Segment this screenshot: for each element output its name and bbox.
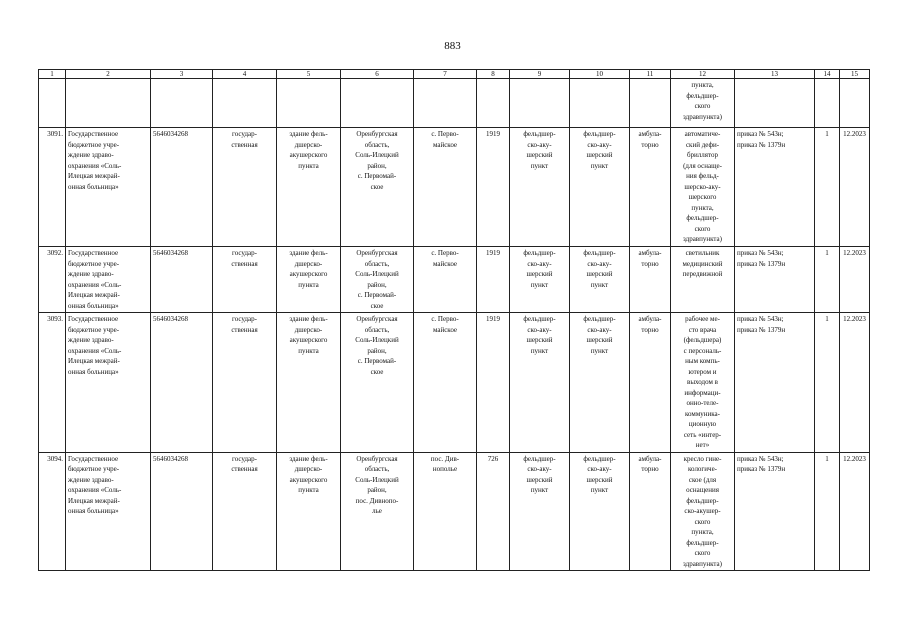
- ownership-cell: государ- ственная: [213, 452, 277, 571]
- address-cell: Оренбургская область, Соль-Илецкий район, с. Первомай- ское: [341, 247, 414, 313]
- equipment-cell: рабочее ме- сто врача (фельдшера) с персональ- ным компь- ютером и выходом в информаци- онно-теле- коммуника- ционную сеть «интер- нет»: [671, 313, 735, 453]
- quantity-cell: 1: [815, 452, 840, 571]
- locality-cell: с. Перво- майское: [414, 247, 477, 313]
- continuation-cell: [39, 79, 66, 128]
- continuation-cell: [213, 79, 277, 128]
- care-type-cell: амбула- торно: [630, 128, 671, 247]
- continuation-cell: [630, 79, 671, 128]
- inn-cell: 5646034268: [151, 452, 213, 571]
- equipment-cell: автоматиче- ский дефи- бриллятор (для оснаще- ния фельд- шерско-аку- шерского пункта, фельдшер- ского здравпункта): [671, 128, 735, 247]
- quantity-cell: 1: [815, 247, 840, 313]
- table-row: [39, 313, 870, 453]
- year-cell: 1919: [477, 128, 510, 247]
- ownership-cell: государ- ственная: [213, 313, 277, 453]
- document-table: [38, 69, 870, 571]
- column-number-cell: 15: [840, 70, 870, 79]
- address-cell: Оренбургская область, Соль-Илецкий район, с. Первомай- ское: [341, 128, 414, 247]
- quantity-cell: 1: [815, 128, 840, 247]
- order-cell: приказ № 543н; приказ № 1379н: [735, 128, 815, 247]
- column-number-cell: 11: [630, 70, 671, 79]
- table-row: [39, 128, 870, 247]
- locality-cell: пос. Див- нополье: [414, 452, 477, 571]
- page-number: 883: [444, 40, 461, 52]
- order-cell: приказ № 543н; приказ № 1379н: [735, 313, 815, 453]
- column-number-cell: 7: [414, 70, 477, 79]
- column-number-cell: 6: [341, 70, 414, 79]
- care-type-cell: амбула- торно: [630, 452, 671, 571]
- continuation-cell: [570, 79, 630, 128]
- date-cell: 12.2023: [840, 247, 870, 313]
- continuation-cell: [735, 79, 815, 128]
- table-row: [39, 452, 870, 571]
- column-number-cell: 2: [66, 70, 151, 79]
- care-type-cell: амбула- торно: [630, 313, 671, 453]
- continuation-cell: пункта, фельдшер- ского здравпункта): [671, 79, 735, 128]
- care-type-cell: амбула- торно: [630, 247, 671, 313]
- column-number-cell: 5: [277, 70, 341, 79]
- date-cell: 12.2023: [840, 128, 870, 247]
- continuation-cell: [840, 79, 870, 128]
- unit-type-cell: фельдшер- ско-аку- шерский пункт: [570, 128, 630, 247]
- inn-cell: 5646034268: [151, 313, 213, 453]
- continuation-cell: [151, 79, 213, 128]
- continuation-cell: [341, 79, 414, 128]
- year-cell: 1919: [477, 247, 510, 313]
- ownership-cell: государ- ственная: [213, 128, 277, 247]
- year-cell: 1919: [477, 313, 510, 453]
- unit-type-cell: фельдшер- ско-аку- шерский пункт: [510, 452, 570, 571]
- row-number-cell: 3093.: [39, 313, 66, 453]
- column-number-cell: 14: [815, 70, 840, 79]
- unit-type-cell: фельдшер- ско-аку- шерский пункт: [510, 313, 570, 453]
- column-number-cell: 13: [735, 70, 815, 79]
- organization-cell: Государственное бюджетное учре- ждение здраво- охранения «Соль- Илецкая межрай- онная больница»: [66, 128, 151, 247]
- unit-type-cell: фельдшер- ско-аку- шерский пункт: [570, 247, 630, 313]
- order-cell: приказ № 543н; приказ № 1379н: [735, 247, 815, 313]
- inn-cell: 5646034268: [151, 247, 213, 313]
- column-number-row: [39, 70, 870, 79]
- building-cell: здание фель- дшерско- акушерского пункта: [277, 313, 341, 453]
- equipment-cell: светильник медицинский передвижной: [671, 247, 735, 313]
- unit-type-cell: фельдшер- ско-аку- шерский пункт: [510, 128, 570, 247]
- organization-cell: Государственное бюджетное учре- ждение здраво- охранения «Соль- Илецкая межрай- онная больница»: [66, 452, 151, 571]
- continuation-cell: [277, 79, 341, 128]
- column-number-cell: 8: [477, 70, 510, 79]
- address-cell: Оренбургская область, Соль-Илецкий район, с. Первомай- ское: [341, 313, 414, 453]
- continuation-cell: [477, 79, 510, 128]
- building-cell: здание фель- дшерско- акушерского пункта: [277, 247, 341, 313]
- organization-cell: Государственное бюджетное учре- ждение здраво- охранения «Соль- Илецкая межрай- онная больница»: [66, 313, 151, 453]
- quantity-cell: 1: [815, 313, 840, 453]
- organization-cell: Государственное бюджетное учре- ждение здраво- охранения «Соль- Илецкая межрай- онная больница»: [66, 247, 151, 313]
- column-number-cell: 4: [213, 70, 277, 79]
- address-cell: Оренбургская область, Соль-Илецкий район, пос. Дивнопо- лье: [341, 452, 414, 571]
- column-number-cell: 12: [671, 70, 735, 79]
- row-number-cell: 3092.: [39, 247, 66, 313]
- unit-type-cell: фельдшер- ско-аку- шерский пункт: [570, 313, 630, 453]
- table-body: [39, 79, 870, 571]
- ownership-cell: государ- ственная: [213, 247, 277, 313]
- row-number-cell: 3091.: [39, 128, 66, 247]
- locality-cell: с. Перво- майское: [414, 128, 477, 247]
- continuation-cell: [414, 79, 477, 128]
- building-cell: здание фель- дшерско- акушерского пункта: [277, 452, 341, 571]
- order-cell: приказ № 543н; приказ № 1379н: [735, 452, 815, 571]
- continuation-cell: [510, 79, 570, 128]
- column-number-cell: 3: [151, 70, 213, 79]
- locality-cell: с. Перво- майское: [414, 313, 477, 453]
- date-cell: 12.2023: [840, 452, 870, 571]
- unit-type-cell: фельдшер- ско-аку- шерский пункт: [570, 452, 630, 571]
- continuation-cell: [66, 79, 151, 128]
- row-number-cell: 3094.: [39, 452, 66, 571]
- table-header: [39, 70, 870, 79]
- inn-cell: 5646034268: [151, 128, 213, 247]
- continuation-cell: [815, 79, 840, 128]
- equipment-cell: кресло гине- кологиче- ское (для оснащения фельдшер- ско-акушер- ского пункта, фельдшер- ского здравпункта): [671, 452, 735, 571]
- column-number-cell: 9: [510, 70, 570, 79]
- unit-type-cell: фельдшер- ско-аку- шерский пункт: [510, 247, 570, 313]
- date-cell: 12.2023: [840, 313, 870, 453]
- continuation-row: [39, 79, 870, 128]
- column-number-cell: 10: [570, 70, 630, 79]
- column-number-cell: 1: [39, 70, 66, 79]
- year-cell: 726: [477, 452, 510, 571]
- table-row: [39, 247, 870, 313]
- building-cell: здание фель- дшерско- акушерского пункта: [277, 128, 341, 247]
